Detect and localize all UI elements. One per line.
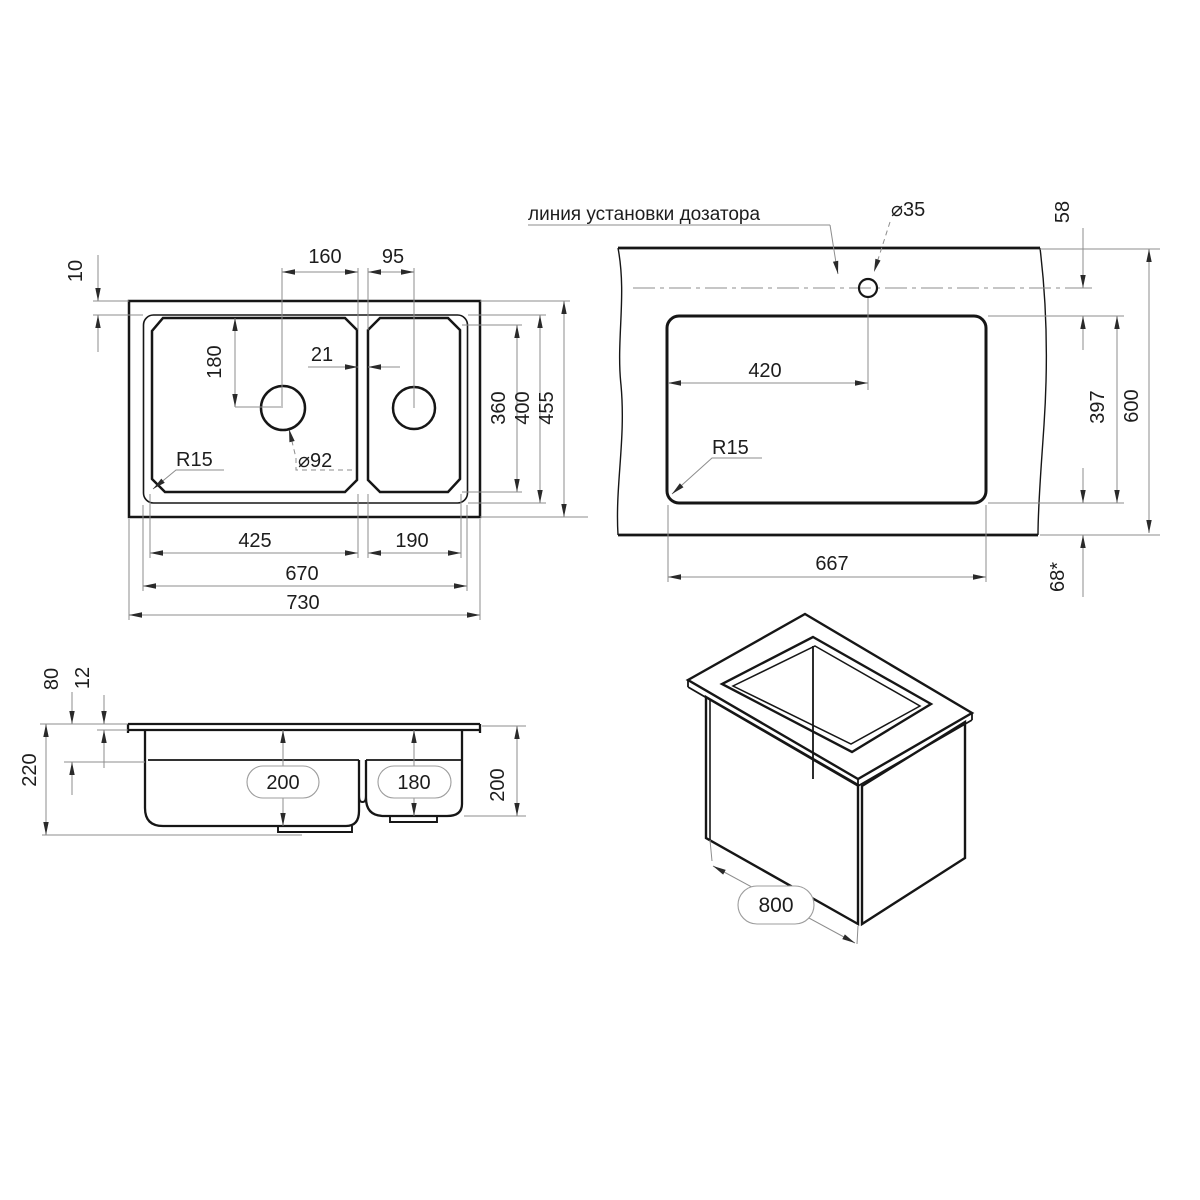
dim-180-small-label: 180 — [397, 772, 431, 794]
dim-200-right-label: 200 — [487, 768, 509, 802]
dim-200-main-label: 200 — [266, 772, 300, 794]
countertop-break-line-left — [617, 248, 622, 535]
extension-lines — [93, 268, 588, 620]
dim-160-label: 160 — [308, 246, 342, 268]
dim-180-label: 180 — [204, 345, 226, 379]
dim-dia92-label: ⌀92 — [298, 450, 333, 472]
mounting-flange — [128, 724, 480, 733]
dispenser-note-label: линия установки дозатора — [528, 204, 761, 225]
dim-80-label: 80 — [41, 667, 63, 691]
dim-r15-label: R15 — [176, 449, 213, 471]
cutout-outline — [667, 316, 986, 503]
countertop-break-line-right — [1038, 248, 1046, 535]
dim-68-label: 68* — [1047, 561, 1069, 593]
dim-670-label: 670 — [285, 563, 319, 585]
dim-400-label: 400 — [512, 391, 534, 425]
sink-top-view — [65, 246, 588, 620]
dim-12-label: 12 — [72, 666, 94, 690]
dim-730-label: 730 — [286, 592, 320, 614]
dim-360-label: 360 — [488, 391, 510, 425]
countertop-edges — [618, 248, 1040, 535]
dim-397-label: 397 — [1087, 390, 1109, 424]
dim-95-label: 95 — [381, 246, 405, 268]
countertop-cutout-view — [528, 199, 1160, 597]
dim-800-label: 800 — [758, 894, 794, 917]
dim-190-label: 190 — [395, 530, 429, 552]
worktop-outline — [688, 614, 972, 779]
dim-21-label: 21 — [310, 344, 334, 366]
dim-dia35-label: ⌀35 — [891, 199, 926, 221]
dim-600-label: 600 — [1121, 389, 1143, 423]
dim-667-label: 667 — [815, 553, 849, 575]
dim-10-label: 10 — [65, 259, 87, 283]
dim-r15-cutout-label: R15 — [712, 437, 749, 459]
dim-420-label: 420 — [748, 360, 782, 382]
sink-section-view — [19, 667, 526, 835]
dim-425-label: 425 — [238, 530, 272, 552]
dim-58-label: 58 — [1052, 200, 1074, 224]
dim-455-label: 455 — [536, 391, 558, 425]
dim-220-label: 220 — [19, 753, 41, 787]
cabinet-iso-view — [688, 614, 972, 944]
main-faucet-hole — [261, 386, 305, 430]
cabinet-right-panel — [862, 722, 965, 924]
